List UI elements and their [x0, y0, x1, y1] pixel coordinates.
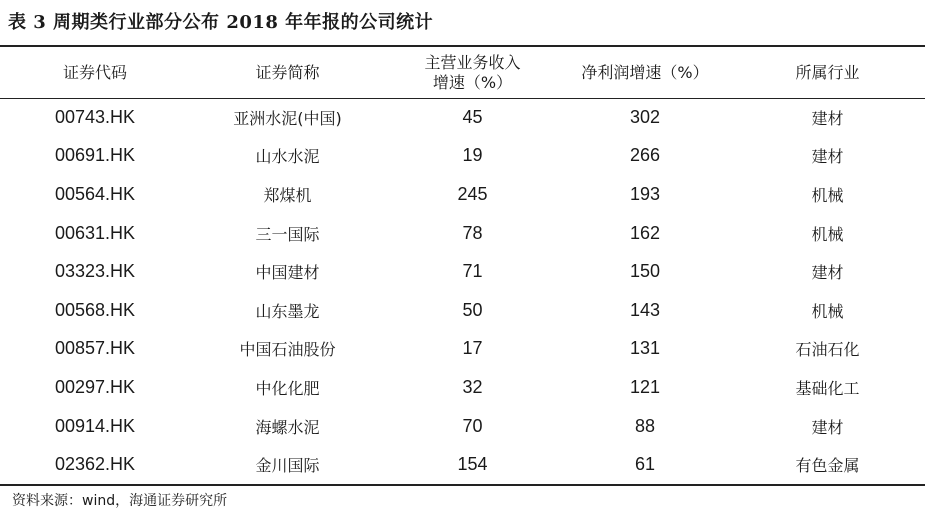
cell-code: 00297.HK	[54, 376, 136, 397]
source-note: 资料来源：wind，海通证券研究所	[12, 493, 228, 509]
cell-code: 00743.HK	[54, 106, 136, 127]
cell-industry: 建材	[811, 263, 844, 283]
cell-code: 00631.HK	[54, 222, 136, 243]
cell-revenue-growth: 154	[457, 454, 488, 475]
cell-profit-growth: 121	[629, 376, 661, 397]
table-row	[0, 98, 925, 137]
cell-profit-growth: 131	[629, 338, 661, 359]
table-row	[0, 407, 925, 446]
cell-code: 03323.HK	[54, 261, 136, 282]
table-row	[0, 291, 925, 330]
header-code: 证券代码	[62, 62, 127, 82]
header-industry: 所属行业	[795, 62, 860, 82]
cell-name: 海螺水泥	[255, 417, 320, 437]
cell-industry: 机械	[811, 185, 844, 205]
table-body	[0, 98, 925, 484]
cell-industry: 建材	[811, 417, 844, 437]
cell-revenue-growth: 71	[462, 261, 483, 282]
cell-profit-growth: 302	[629, 106, 661, 127]
cell-name: 中国建材	[255, 263, 320, 283]
cell-profit-growth: 162	[629, 222, 661, 243]
cell-revenue-growth: 70	[462, 415, 483, 436]
cell-profit-growth: 143	[629, 299, 661, 320]
bottom-rule	[0, 484, 925, 486]
header-revenue-line2: 增速（%）	[432, 72, 513, 92]
cell-name: 山东墨龙	[255, 301, 320, 321]
cell-name: 中化化肥	[255, 378, 320, 398]
cell-code: 00857.HK	[54, 338, 136, 359]
table-row	[0, 214, 925, 253]
cell-industry: 机械	[811, 301, 844, 321]
cell-name: 三一国际	[255, 224, 320, 244]
company-stats-table	[0, 47, 925, 484]
cell-industry: 有色金属	[795, 456, 860, 476]
cell-revenue-growth: 245	[457, 183, 488, 204]
table-header	[0, 47, 925, 98]
cell-industry: 建材	[811, 108, 844, 128]
header-row	[0, 47, 925, 98]
table-row	[0, 252, 925, 291]
cell-revenue-growth: 45	[462, 106, 483, 127]
header-revenue-line1: 主营业务收入	[424, 52, 521, 72]
header-profit-growth: 净利润增速（%）	[581, 62, 709, 82]
cell-code: 02362.HK	[54, 454, 136, 475]
table-row	[0, 175, 925, 214]
cell-name: 中国石油股份	[239, 340, 336, 360]
cell-name: 郑煤机	[263, 185, 312, 205]
cell-name: 金川国际	[255, 456, 320, 476]
cell-industry: 石油石化	[795, 340, 860, 360]
cell-code: 00691.HK	[54, 145, 136, 166]
cell-revenue-growth: 19	[462, 145, 483, 166]
table-row	[0, 137, 925, 176]
cell-name: 亚洲水泥(中国)	[233, 108, 342, 128]
header-name: 证券简称	[255, 62, 320, 82]
table-title: 表 3 周期类行业部分公布 2018 年年报的公司统计	[8, 12, 434, 33]
cell-profit-growth: 150	[629, 261, 661, 282]
cell-profit-growth: 266	[629, 145, 661, 166]
cell-industry: 建材	[811, 147, 844, 167]
cell-code: 00914.HK	[54, 415, 136, 436]
cell-profit-growth: 193	[629, 183, 661, 204]
cell-name: 山水水泥	[255, 147, 320, 167]
cell-industry: 基础化工	[795, 378, 860, 398]
cell-revenue-growth: 17	[462, 338, 483, 359]
cell-revenue-growth: 78	[462, 222, 483, 243]
cell-code: 00568.HK	[54, 299, 136, 320]
cell-code: 00564.HK	[54, 183, 136, 204]
cell-revenue-growth: 50	[462, 299, 483, 320]
table-row	[0, 368, 925, 407]
table-row	[0, 330, 925, 369]
cell-profit-growth: 61	[634, 454, 656, 475]
cell-revenue-growth: 32	[462, 376, 483, 397]
header-revenue-growth	[385, 47, 560, 98]
cell-profit-growth: 88	[634, 415, 656, 436]
cell-industry: 机械	[811, 224, 844, 244]
table-row	[0, 445, 925, 484]
